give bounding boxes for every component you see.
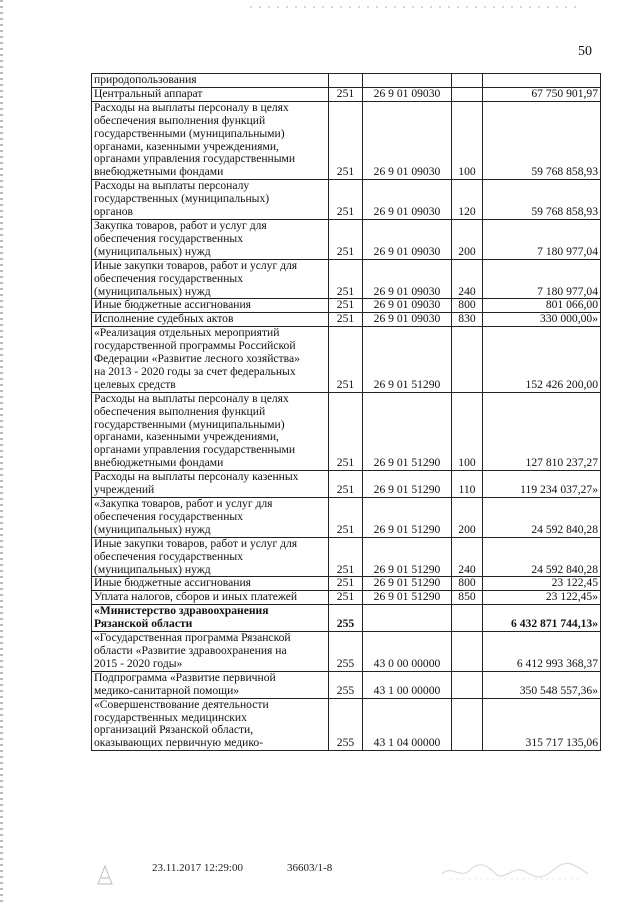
amount-cell: 67 750 901,97 (483, 87, 601, 101)
expense-type-code-cell: 200 (452, 219, 483, 259)
department-code-cell: 251 (329, 327, 363, 393)
target-article-code-cell: 26 9 01 51290 (363, 392, 452, 470)
amount-cell: 23 122,45» (483, 591, 601, 605)
amount-cell: 59 768 858,93 (483, 180, 601, 220)
target-article-code-cell: 43 1 04 00000 (363, 698, 452, 751)
footer-timestamp: 23.11.2017 12:29:00 (152, 862, 243, 874)
amount-cell: 59 768 858,93 (483, 101, 601, 179)
item-name-cell: «Реализация отдельных мероприятий государственной программы Российской Федерации «Развитие лесного хозяйства» на 2013 - 2020 годы за счет федеральных целевых средств (92, 327, 329, 393)
page-number: 50 (578, 44, 592, 59)
expense-type-code-cell: 240 (452, 259, 483, 299)
amount-cell: 330 000,00» (483, 313, 601, 327)
item-name-cell: Иные бюджетные ассигнования (92, 577, 329, 591)
target-article-code-cell: 26 9 01 09030 (363, 101, 452, 179)
expense-type-code-cell: 200 (452, 498, 483, 538)
item-name-cell: «Совершенствование деятельности государственных медицинских организаций Рязанской области, оказывающих первичную медико- (92, 698, 329, 751)
expense-type-code-cell (452, 327, 483, 393)
table-row (92, 498, 601, 538)
department-code-cell: 251 (329, 313, 363, 327)
table-row (92, 591, 601, 605)
department-code-cell: 251 (329, 498, 363, 538)
table-row (92, 87, 601, 101)
target-article-code-cell: 26 9 01 51290 (363, 591, 452, 605)
item-name-cell: «Государственная программа Рязанской области «Развитие здравоохранения на 2015 - 2020 годы» (92, 632, 329, 672)
item-name-cell: Иные закупки товаров, работ и услуг для обеспечения государственных (муниципальных) нужд (92, 259, 329, 299)
target-article-code-cell: 26 9 01 09030 (363, 313, 452, 327)
amount-cell: 801 066,00 (483, 299, 601, 313)
faded-signature-stamp-icon (440, 860, 590, 882)
department-code-cell: 251 (329, 180, 363, 220)
amount-cell: 24 592 840,28 (483, 537, 601, 577)
amount-cell: 24 592 840,28 (483, 498, 601, 538)
department-code-cell: 251 (329, 299, 363, 313)
table-row (92, 632, 601, 672)
amount-cell: 7 180 977,04 (483, 219, 601, 259)
item-name-cell: Уплата налогов, сборов и иных платежей (92, 591, 329, 605)
expense-type-code-cell (452, 605, 483, 632)
item-name-cell: природопользования (92, 74, 329, 88)
amount-cell: 350 548 557,36» (483, 671, 601, 698)
department-code-cell: 255 (329, 632, 363, 672)
expense-type-code-cell: 800 (452, 577, 483, 591)
item-name-cell: «Министерство здравоохранения Рязанской области (92, 605, 329, 632)
target-article-code-cell: 26 9 01 51290 (363, 577, 452, 591)
amount-cell: 6 432 871 744,13» (483, 605, 601, 632)
item-name-cell: Расходы на выплаты персоналу в целях обеспечения выполнения функций государственными (муниципальными) органами, казенными учреждениями, органами управления государственными внебюджетными фондами (92, 101, 329, 179)
item-name-cell: Закупка товаров, работ и услуг для обеспечения государственных (муниципальных) нужд (92, 219, 329, 259)
department-code-cell: 251 (329, 537, 363, 577)
amount-cell: 152 426 200,00 (483, 327, 601, 393)
department-code-cell: 251 (329, 471, 363, 498)
table-row (92, 577, 601, 591)
department-code-cell: 255 (329, 698, 363, 751)
expense-type-code-cell: 100 (452, 101, 483, 179)
table-row (92, 327, 601, 393)
amount-cell: 127 810 237,27 (483, 392, 601, 470)
target-article-code-cell: 26 9 01 51290 (363, 498, 452, 538)
department-code-cell: 251 (329, 87, 363, 101)
table-row (92, 698, 601, 751)
item-name-cell: Расходы на выплаты персоналу государственных (муниципальных) органов (92, 180, 329, 220)
footer-document-number: 36603/1-8 (287, 862, 333, 874)
table-row (92, 259, 601, 299)
department-code-cell: 251 (329, 591, 363, 605)
target-article-code-cell: 26 9 01 09030 (363, 180, 452, 220)
expense-type-code-cell: 120 (452, 180, 483, 220)
amount-cell: 119 234 037,27» (483, 471, 601, 498)
target-article-code-cell: 26 9 01 51290 (363, 537, 452, 577)
scan-edge-artifact (0, 0, 3, 905)
target-article-code-cell: 43 0 00 00000 (363, 632, 452, 672)
department-code-cell: 251 (329, 259, 363, 299)
department-code-cell: 255 (329, 671, 363, 698)
target-article-code-cell: 26 9 01 09030 (363, 259, 452, 299)
item-name-cell: Иные закупки товаров, работ и услуг для обеспечения государственных (муниципальных) нужд (92, 537, 329, 577)
expense-type-code-cell: 240 (452, 537, 483, 577)
expense-type-code-cell (452, 698, 483, 751)
item-name-cell: Расходы на выплаты персоналу казенных учреждений (92, 471, 329, 498)
scan-noise-artifact (250, 6, 580, 8)
department-code-cell: 251 (329, 392, 363, 470)
expense-type-code-cell: 110 (452, 471, 483, 498)
expense-type-code-cell: 850 (452, 591, 483, 605)
expense-type-code-cell (452, 632, 483, 672)
budget-table-body (92, 74, 601, 751)
target-article-code-cell (363, 74, 452, 88)
department-code-cell: 255 (329, 605, 363, 632)
scan-mark-icon (94, 862, 116, 888)
table-row (92, 180, 601, 220)
table-row (92, 299, 601, 313)
target-article-code-cell: 43 1 00 00000 (363, 671, 452, 698)
item-name-cell: Центральный аппарат (92, 87, 329, 101)
department-code-cell (329, 74, 363, 88)
item-name-cell: «Закупка товаров, работ и услуг для обеспечения государственных (муниципальных) нужд (92, 498, 329, 538)
expense-type-code-cell (452, 87, 483, 101)
table-row (92, 313, 601, 327)
table-row (92, 74, 601, 88)
department-code-cell: 251 (329, 101, 363, 179)
amount-cell: 7 180 977,04 (483, 259, 601, 299)
table-row (92, 605, 601, 632)
expense-type-code-cell: 800 (452, 299, 483, 313)
item-name-cell: Исполнение судебных актов (92, 313, 329, 327)
amount-cell: 6 412 993 368,37 (483, 632, 601, 672)
expense-type-code-cell: 100 (452, 392, 483, 470)
amount-cell: 315 717 135,06 (483, 698, 601, 751)
table-row (92, 101, 601, 179)
table-row (92, 392, 601, 470)
department-code-cell: 251 (329, 219, 363, 259)
target-article-code-cell: 26 9 01 09030 (363, 87, 452, 101)
target-article-code-cell (363, 605, 452, 632)
expense-type-code-cell: 830 (452, 313, 483, 327)
table-row (92, 471, 601, 498)
expense-type-code-cell (452, 74, 483, 88)
item-name-cell: Расходы на выплаты персоналу в целях обеспечения выполнения функций государственными (муниципальными) органами, казенными учреждениями, органами управления государственными внебюджетными фондами (92, 392, 329, 470)
table-row (92, 219, 601, 259)
target-article-code-cell: 26 9 01 51290 (363, 327, 452, 393)
amount-cell: 23 122,45 (483, 577, 601, 591)
item-name-cell: Подпрограмма «Развитие первичной медико-санитарной помощи» (92, 671, 329, 698)
target-article-code-cell: 26 9 01 09030 (363, 299, 452, 313)
item-name-cell: Иные бюджетные ассигнования (92, 299, 329, 313)
department-code-cell: 251 (329, 577, 363, 591)
table-row (92, 671, 601, 698)
expense-type-code-cell (452, 671, 483, 698)
amount-cell (483, 74, 601, 88)
target-article-code-cell: 26 9 01 51290 (363, 471, 452, 498)
target-article-code-cell: 26 9 01 09030 (363, 219, 452, 259)
budget-table (91, 73, 601, 751)
table-row (92, 537, 601, 577)
